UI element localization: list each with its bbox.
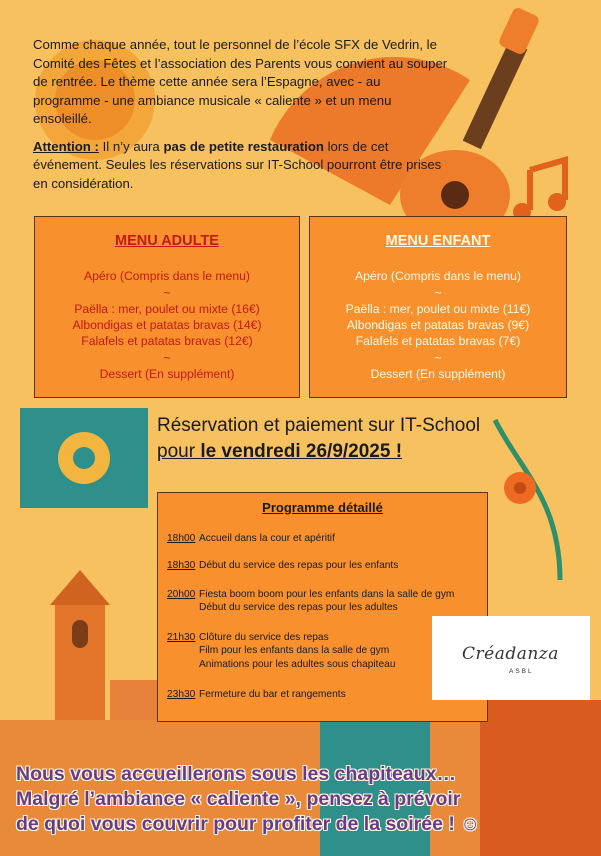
attention-bold: pas de petite restauration bbox=[163, 138, 324, 154]
menu-line: Paëlla : mer, poulet ou mixte (11€) bbox=[345, 301, 531, 316]
reservation-line1: Réservation et paiement sur IT-School bbox=[157, 415, 481, 436]
programme-desc: Accueil dans la cour et apéritif bbox=[199, 533, 335, 544]
menu-adulte-title: MENU ADULTE bbox=[115, 233, 219, 249]
programme-desc: Début du service des repas pour les adultes bbox=[199, 602, 398, 614]
menu-line: Paëlla : mer, poulet ou mixte (16€) bbox=[74, 301, 260, 316]
programme-desc: Animations pour les adultes sous chapiteau bbox=[199, 658, 396, 670]
creadanza-logo bbox=[432, 616, 590, 700]
reservation-notice bbox=[157, 413, 480, 465]
programme-desc: Fermeture du bar et rangements bbox=[199, 689, 346, 700]
programme-item bbox=[167, 631, 396, 671]
attention-label: Attention : bbox=[33, 138, 99, 154]
menu-line: Dessert (En supplément) bbox=[99, 367, 235, 382]
menu-adulte-box bbox=[34, 216, 300, 398]
menu-enfant-box bbox=[309, 216, 567, 398]
menu-line: Albondigas et patatas bravas (14€) bbox=[72, 318, 262, 333]
menu-line: Apéro (Compris dans le menu) bbox=[84, 269, 250, 284]
menu-enfant-title: MENU ENFANT bbox=[385, 233, 491, 249]
bottom-line1: Nous vous accueillerons sous les chapiteaux… bbox=[16, 763, 456, 785]
menu-separator: ~ bbox=[163, 350, 171, 365]
programme-item bbox=[167, 688, 346, 701]
programme-item bbox=[167, 559, 398, 572]
intro-text bbox=[33, 36, 448, 193]
attention-text-a: Il n’y aura bbox=[98, 138, 164, 154]
bottom-line2: Malgré l’ambiance « caliente », pensez à prévoir bbox=[16, 788, 461, 810]
menu-separator: ~ bbox=[434, 350, 442, 365]
attention-paragraph bbox=[33, 138, 448, 194]
menu-line: Falafels et patatas bravas (12€) bbox=[81, 334, 253, 349]
programme-item bbox=[167, 532, 335, 545]
intro-paragraph: Comme chaque année, tout le personnel de l’école SFX de Vedrin, le Comité des Fêtes et l’association des Parents vous convient au souper de rentrée. Le thème cette année sera l’Espagne, avec - au programme - une ambiance musicale « caliente » et un menu ensoleillé. bbox=[33, 37, 448, 126]
programme-time: 18h00 bbox=[167, 533, 196, 544]
attention-text-b: lors de cet événement. Seules les réservations sur IT-School pourront être prises en considération. bbox=[33, 138, 442, 191]
logo-name: Créadanza bbox=[462, 644, 559, 664]
menu-line: Falafels et patatas bravas (7€) bbox=[355, 334, 521, 349]
programme-time: 23h30 bbox=[167, 689, 196, 700]
reservation-prefix: pour bbox=[157, 441, 201, 462]
programme-item bbox=[167, 588, 454, 615]
menu-separator: ~ bbox=[163, 285, 171, 300]
reservation-date: le vendredi 26/9/2025 ! bbox=[200, 441, 403, 462]
menu-line: Apéro (Compris dans le menu) bbox=[355, 269, 521, 284]
programme-time: 20h00 bbox=[167, 589, 196, 600]
bottom-message bbox=[16, 762, 596, 837]
programme-time: 21h30 bbox=[167, 632, 196, 643]
reservation-line2 bbox=[157, 439, 480, 465]
menu-line: Dessert (En supplément) bbox=[370, 367, 506, 382]
programme-desc: Fiesta boom boom pour les enfants dans la salle de gym bbox=[199, 589, 455, 600]
programme-desc: Clôture du service des repas bbox=[199, 632, 329, 643]
programme-desc: Film pour les enfants dans la salle de gym bbox=[199, 645, 390, 657]
menu-separator: ~ bbox=[434, 285, 442, 300]
programme-time: 18h30 bbox=[167, 560, 196, 571]
menu-line: Albondigas et patatas bravas (9€) bbox=[346, 318, 530, 333]
bottom-line3: de quoi vous couvrir pour profiter de la soirée ! ☺ bbox=[16, 813, 481, 835]
logo-sub: ASBL bbox=[509, 668, 534, 675]
flower-icon bbox=[495, 420, 560, 580]
programme-title: Programme détaillé bbox=[262, 500, 383, 515]
tile-icon bbox=[20, 408, 148, 508]
programme-desc: Début du service des repas pour les enfants bbox=[199, 560, 399, 571]
